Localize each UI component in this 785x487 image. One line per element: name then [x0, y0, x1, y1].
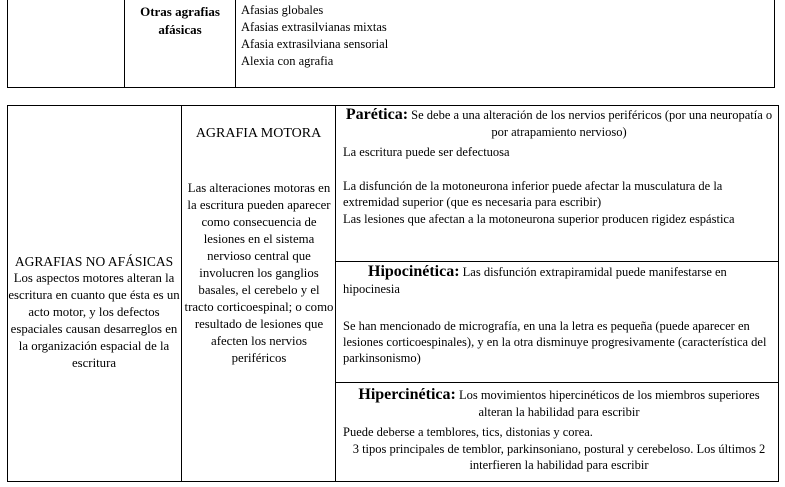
- agrafia-motora-text: Las alteraciones motoras en la escritura pueden aparecer como consecuencia de lesiones en el sistema nervioso central que involucren los ganglios basales, el cerebelo y el tracto corticoespinal; o como resultado de lesiones que afecten los nervios periféricos: [184, 181, 334, 365]
- paretica-intro: Se debe a una alteración de los nervios periféricos (por una neuropatía o por atrapamiento nervioso): [411, 108, 773, 139]
- list-item: Afasias globales: [241, 3, 324, 17]
- paretica-paragraph: La escritura puede ser defectuosa: [343, 145, 510, 159]
- agrafias-no-afasicas-block: [8, 253, 180, 372]
- hipocinetica-intro: Las disfunción extrapiramidal puede manifestarse en hipocinesia: [343, 265, 727, 296]
- hipercinetica-intro-block: [343, 386, 775, 421]
- agrafias-no-afasicas-text: Los aspectos motores alteran la escritura en cuanto que ésta es un acto motor, y los defectos espaciales causan desarreglos en la organización espacial de la escritura: [8, 271, 180, 370]
- hipocinetica-paragraph: Se han mencionado de micrografía, en una la letra es pequeña (puede aparecer en lesiones corticoespinales), y en la otra disminuye progresivamente (característica del parkinsonismo): [343, 319, 767, 365]
- list-item: Alexia con agrafia: [241, 54, 334, 68]
- hipercinetica-paragraph: 3 tipos principales de temblor, parkinsoniano, postural y cerebeloso. Los últimos 2 interfieren la habilidad para escribir: [352, 442, 766, 472]
- agrafias-no-afasicas-title: AGRAFIAS NO AFÁSICAS: [14, 254, 174, 269]
- list-item: Afasia extrasilviana sensorial: [241, 37, 389, 51]
- hipercinetica-paragraph: Puede deberse a temblores, tics, distonias y corea.: [343, 425, 593, 439]
- hipocinetica-intro-block: [343, 263, 775, 298]
- hipercinetica-intro: Los movimientos hipercinéticos de los miembros superiores alteran la habilidad para escribir: [458, 388, 760, 419]
- paretica-heading: Parética:: [345, 106, 409, 123]
- otras-agrafias-list: [241, 2, 771, 70]
- agrafia-motora-title: AGRAFIA MOTORA: [195, 126, 322, 141]
- otras-agrafias-label: Otras agrafias afásicas: [140, 4, 220, 37]
- paretica-paragraph: La disfunción de la motoneurona inferior puede afectar la musculatura de la extremidad superior (que es necesaria para escribir): [343, 179, 723, 209]
- top-table-cell-empty: [7, 0, 125, 88]
- hipercinetica-heading: Hipercinética:: [358, 386, 456, 403]
- paretica-paragraph: Las lesiones que afectan a la motoneurona superior producen rigidez espástica: [343, 212, 735, 226]
- hipocinetica-heading: Hipocinética:: [368, 263, 460, 280]
- paretica-intro-block: [343, 106, 775, 141]
- list-item: Afasias extrasilvianas mixtas: [241, 20, 387, 34]
